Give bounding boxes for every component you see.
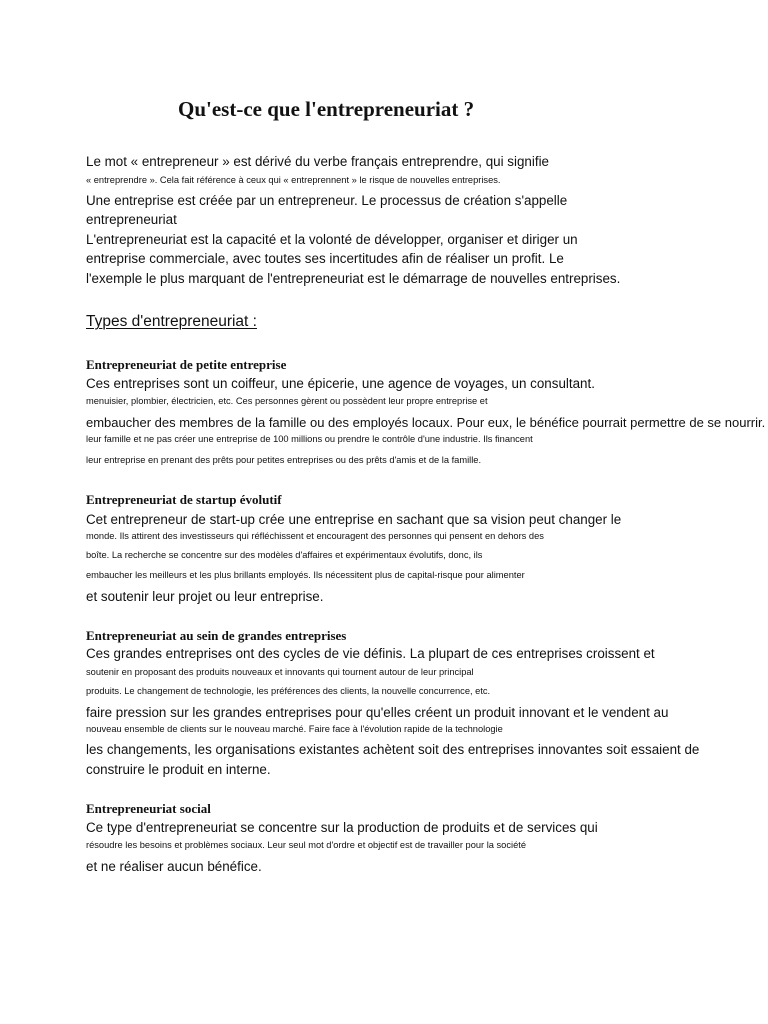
section-heading: Entrepreneuriat de startup évolutif: [86, 492, 282, 507]
section-line: embaucher les meilleurs et les plus brillants employés. Ils nécessitent plus de capital-risque pour alimenter: [86, 570, 525, 580]
intro-line: entreprise commerciale, avec toutes ses incertitudes afin de réaliser un profit. Le: [86, 251, 564, 266]
section-line: menuisier, plombier, électricien, etc. Ces personnes gèrent ou possèdent leur propre entreprise et: [86, 396, 488, 406]
section-line: leur famille et ne pas créer une entreprise de 100 millions ou prendre le contrôle d'une industrie. Ils financent: [86, 434, 533, 444]
section-heading: Entrepreneuriat de petite entreprise: [86, 357, 287, 372]
section-line: leur entreprise en prenant des prêts pour petites entreprises ou des prêts d'amis et de la famille.: [86, 455, 482, 465]
section-line: produits. Le changement de technologie, les préférences des clients, la nouvelle concurrence, etc.: [86, 686, 491, 696]
section-line: embaucher des membres de la famille ou des employés locaux. Pour eux, le bénéfice pourrait permettre de se nourrir.: [86, 415, 766, 430]
section-line: construire le produit en interne.: [86, 762, 271, 777]
intro-line: entrepreneuriat: [86, 212, 177, 227]
section-line: faire pression sur les grandes entreprises pour qu'elles créent un produit innovant et le vendent au: [86, 705, 669, 720]
intro-line: l'exemple le plus marquant de l'entrepreneuriat est le démarrage de nouvelles entreprises.: [86, 271, 621, 286]
intro-line: Une entreprise est créée par un entrepreneur. Le processus de création s'appelle: [86, 193, 568, 208]
types-heading: Types d'entrepreneuriat :: [86, 313, 257, 330]
section-heading: Entrepreneuriat social: [86, 801, 211, 816]
intro-line: Le mot « entrepreneur » est dérivé du verbe français entreprendre, qui signifie: [86, 154, 549, 169]
section-line: et ne réaliser aucun bénéfice.: [86, 859, 262, 874]
section-line: résoudre les besoins et problèmes sociaux. Leur seul mot d'ordre et objectif est de travailler pour la société: [86, 840, 526, 850]
section-line: les changements, les organisations existantes achètent soit des entreprises innovantes soit essaient de: [86, 742, 700, 757]
section-line: Cet entrepreneur de start-up crée une entreprise en sachant que sa vision peut changer le: [86, 512, 622, 527]
section-line: et soutenir leur projet ou leur entreprise.: [86, 589, 324, 604]
section-line: monde. Ils attirent des investisseurs qui réfléchissent et encouragent des personnes qui pensent en dehors des: [86, 531, 544, 541]
intro-line: L'entrepreneuriat est la capacité et la volonté de développer, organiser et diriger un: [86, 232, 578, 247]
section-line: soutenir en proposant des produits nouveaux et innovants qui tournent autour de leur principal: [86, 667, 474, 677]
section-line: Ces grandes entreprises ont des cycles de vie définis. La plupart de ces entreprises croissent et: [86, 646, 655, 661]
section-line: nouveau ensemble de clients sur le nouveau marché. Faire face à l'évolution rapide de la technologie: [86, 724, 503, 734]
section-heading: Entrepreneuriat au sein de grandes entreprises: [86, 628, 347, 643]
intro-line: « entreprendre ». Cela fait référence à ceux qui « entreprennent » le risque de nouvelles entreprises.: [86, 175, 501, 185]
section-line: Ce type d'entrepreneuriat se concentre sur la production de produits et de services qui: [86, 820, 598, 835]
section-line: Ces entreprises sont un coiffeur, une épicerie, une agence de voyages, un consultant.: [86, 376, 595, 391]
document-title: Qu'est-ce que l'entrepreneuriat ?: [178, 97, 475, 121]
section-line: boîte. La recherche se concentre sur des modèles d'affaires et expérimentaux évolutifs, donc, ils: [86, 550, 483, 560]
